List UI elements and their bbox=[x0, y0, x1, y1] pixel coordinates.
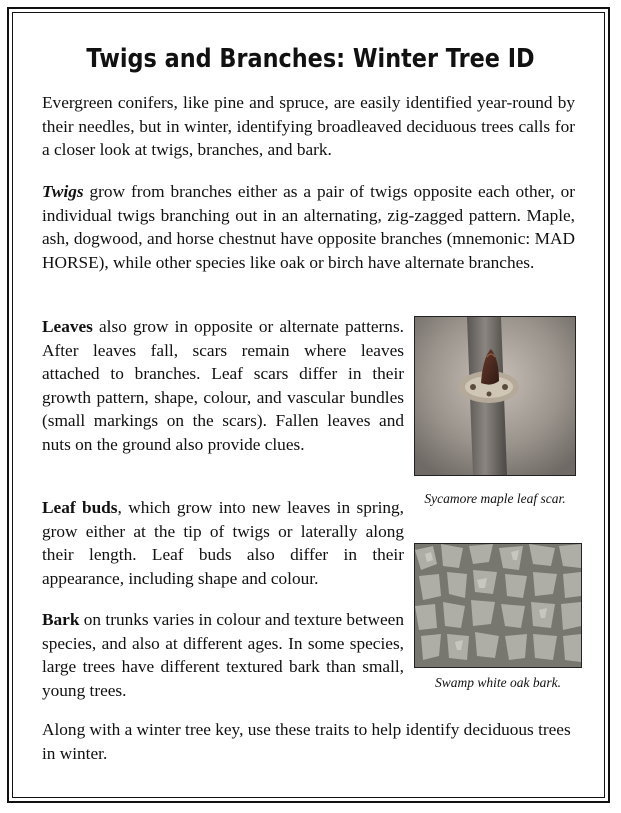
page-title: Twigs and Branches: Winter Tree ID bbox=[86, 44, 535, 74]
leaves-heading: Leaves bbox=[42, 317, 93, 336]
leaf-buds-text: , which grow into new leaves in spring, grow either at the tip of twigs or laterally along their length. Leaf buds also differ in their appearance, including shape and colour. bbox=[42, 498, 404, 588]
bark-text: on trunks varies in colour and texture between species, and also at different ages. In some species, large trees have different textured bark than small, young trees. bbox=[42, 610, 404, 700]
closing-paragraph: Along with a winter tree key, use these traits to help identify deciduous trees in winter. bbox=[42, 720, 571, 763]
maple-photo-caption: Sycamore maple leaf scar. bbox=[424, 491, 566, 506]
twigs-heading: Twigs bbox=[42, 182, 84, 201]
oak-photo-caption: Swamp white oak bark. bbox=[435, 675, 561, 690]
bark-heading: Bark bbox=[42, 610, 80, 629]
bark-paragraph bbox=[42, 608, 404, 702]
maple-leaf-scar-photo bbox=[414, 316, 576, 476]
oak-bark-photo bbox=[414, 543, 582, 668]
leaves-paragraph bbox=[42, 315, 404, 456]
intro-paragraph: Evergreen conifers, like pine and spruce, are easily identified year-round by their needles, but in winter, identifying broadleaved deciduous trees calls for a closer look at twigs, branches, and bark. bbox=[42, 93, 575, 159]
leaf-buds-paragraph bbox=[42, 496, 404, 590]
twigs-paragraph bbox=[42, 180, 575, 274]
twigs-text: grow from branches either as a pair of twigs opposite each other, or individual twigs branching out in an alternating, zig-zagged pattern. Maple, ash, dogwood, and horse chestnut have opposite branches (mnemonic: MAD HORSE), while other species like oak or birch have alternate branches. bbox=[42, 182, 575, 272]
leaves-text: also grow in opposite or alternate patterns. After leaves fall, scars remain where leaves attached to branches. Leaf scars differ in their growth pattern, shape, colour, and vascular bundles (small markings on the scars). Fallen leaves and nuts on the ground also provide clues. bbox=[42, 317, 404, 454]
leaf-buds-heading: Leaf buds bbox=[42, 498, 118, 517]
